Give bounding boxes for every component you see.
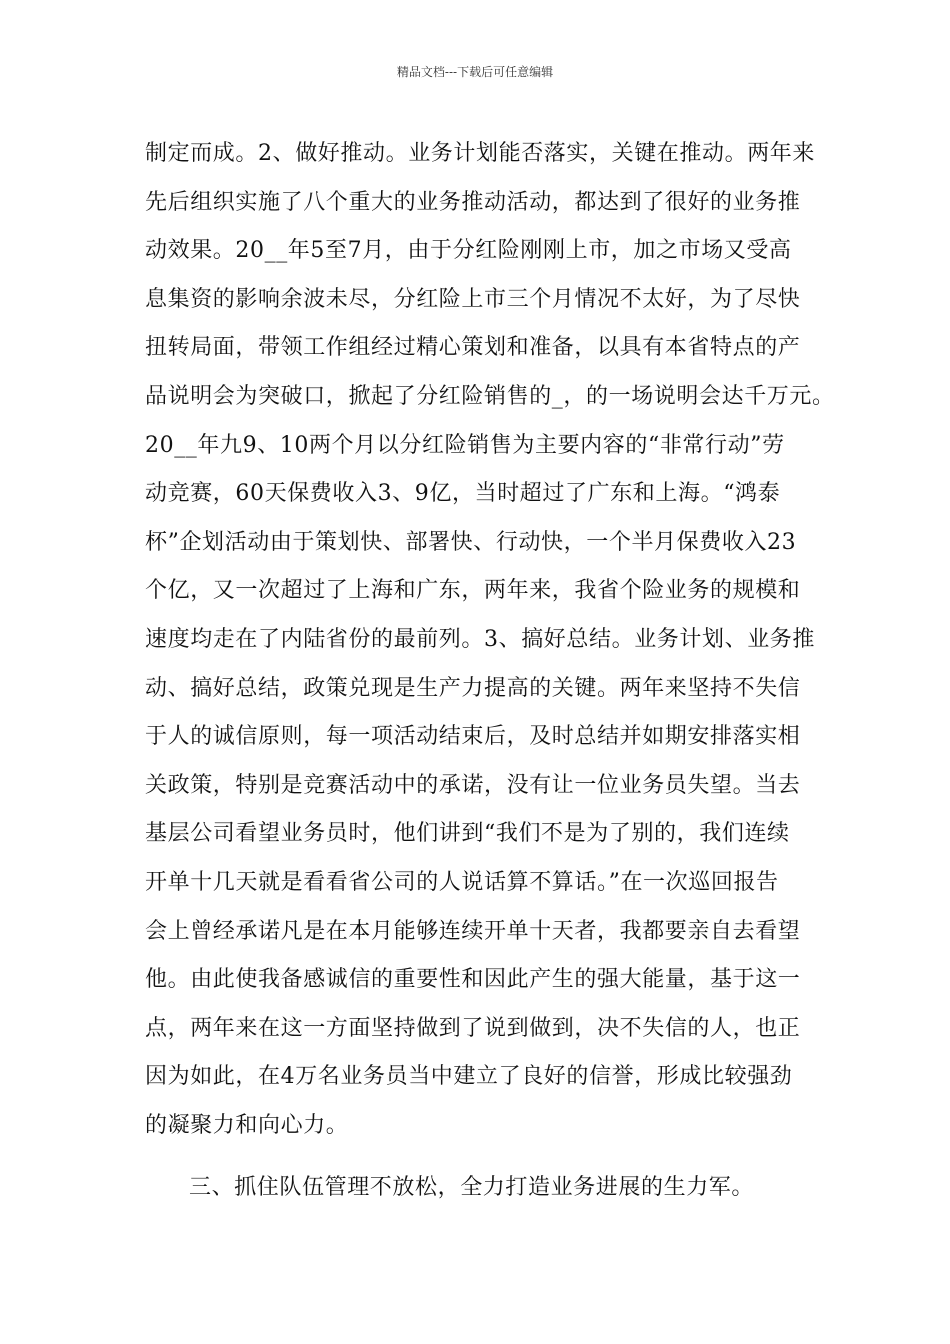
text-line: 先后组织实施了八个重大的业务推动活动，都达到了很好的业务推: [145, 189, 801, 215]
text-line: 动效果。20__年5至7月，由于分红险刚刚上市，加之市场又受高: [145, 238, 792, 264]
section-heading: 三、抓住队伍管理不放松，全力打造业务进展的生力军。: [189, 1175, 755, 1201]
text-line: 速度均走在了内陆省份的最前列。3、搞好总结。业务计划、业务推: [145, 626, 815, 652]
text-line: 他。由此使我备感诚信的重要性和因此产生的强大能量，基于这一: [145, 967, 801, 993]
text-line: 息集资的影响余波未尽，分红险上市三个月情况不太好，为了尽快: [145, 286, 801, 312]
paragraph-1: [145, 130, 835, 1150]
text-line: 扭转局面，带领工作组经过精心策划和准备，以具有本省特点的产: [145, 335, 801, 361]
text-line: 制定而成。2、做好推动。业务计划能否落实，关键在推动。两年来: [145, 141, 815, 166]
text-line: 因为如此，在4万名业务员当中建立了良好的信誉，形成比较强劲: [145, 1064, 793, 1090]
page-header: 精品文档---下载后可任意编辑: [396, 65, 554, 79]
text-line: 于人的诚信原则，每一项活动结束后，及时总结并如期安排落实相: [145, 724, 801, 750]
text-line: 20__年九9、10两个月以分红险销售为主要内容的“非常行动”劳: [145, 432, 785, 458]
text-line: 个亿，又一次超过了上海和广东，两年来，我省个险业务的规模和: [145, 578, 801, 604]
text-line: 杯”企划活动由于策划快、部署快、行动快，一个半月保费收入23: [145, 529, 797, 555]
text-line: 开单十几天就是看看省公司的人说话算不算话。”在一次巡回报告: [145, 869, 779, 895]
text-line: 动竞赛，60天保费收入3、9亿，当时超过了广东和上海。“鸿泰: [145, 481, 781, 507]
text-line: 会上曾经承诺凡是在本月能够连续开单十天者，我都要亲自去看望: [145, 918, 801, 944]
text-line: 关政策，特别是竞赛活动中的承诺，没有让一位业务员失望。当去: [145, 772, 801, 798]
text-line: 点，两年来在这一方面坚持做到了说到做到，决不失信的人，也正: [145, 1015, 801, 1041]
section-heading-paragraph: [145, 1164, 825, 1213]
text-line: 的凝聚力和向心力。: [145, 1112, 349, 1138]
text-line: 基层公司看望业务员时，他们讲到“我们不是为了别的，我们连续: [145, 821, 790, 847]
text-line: 动、搞好总结，政策兑现是生产力提高的关键。两年来坚持不失信: [145, 675, 801, 701]
document-body: [145, 130, 835, 1213]
text-line: 品说明会为突破口，掀起了分红险销售的_，的一场说明会达千万元。: [145, 383, 835, 409]
